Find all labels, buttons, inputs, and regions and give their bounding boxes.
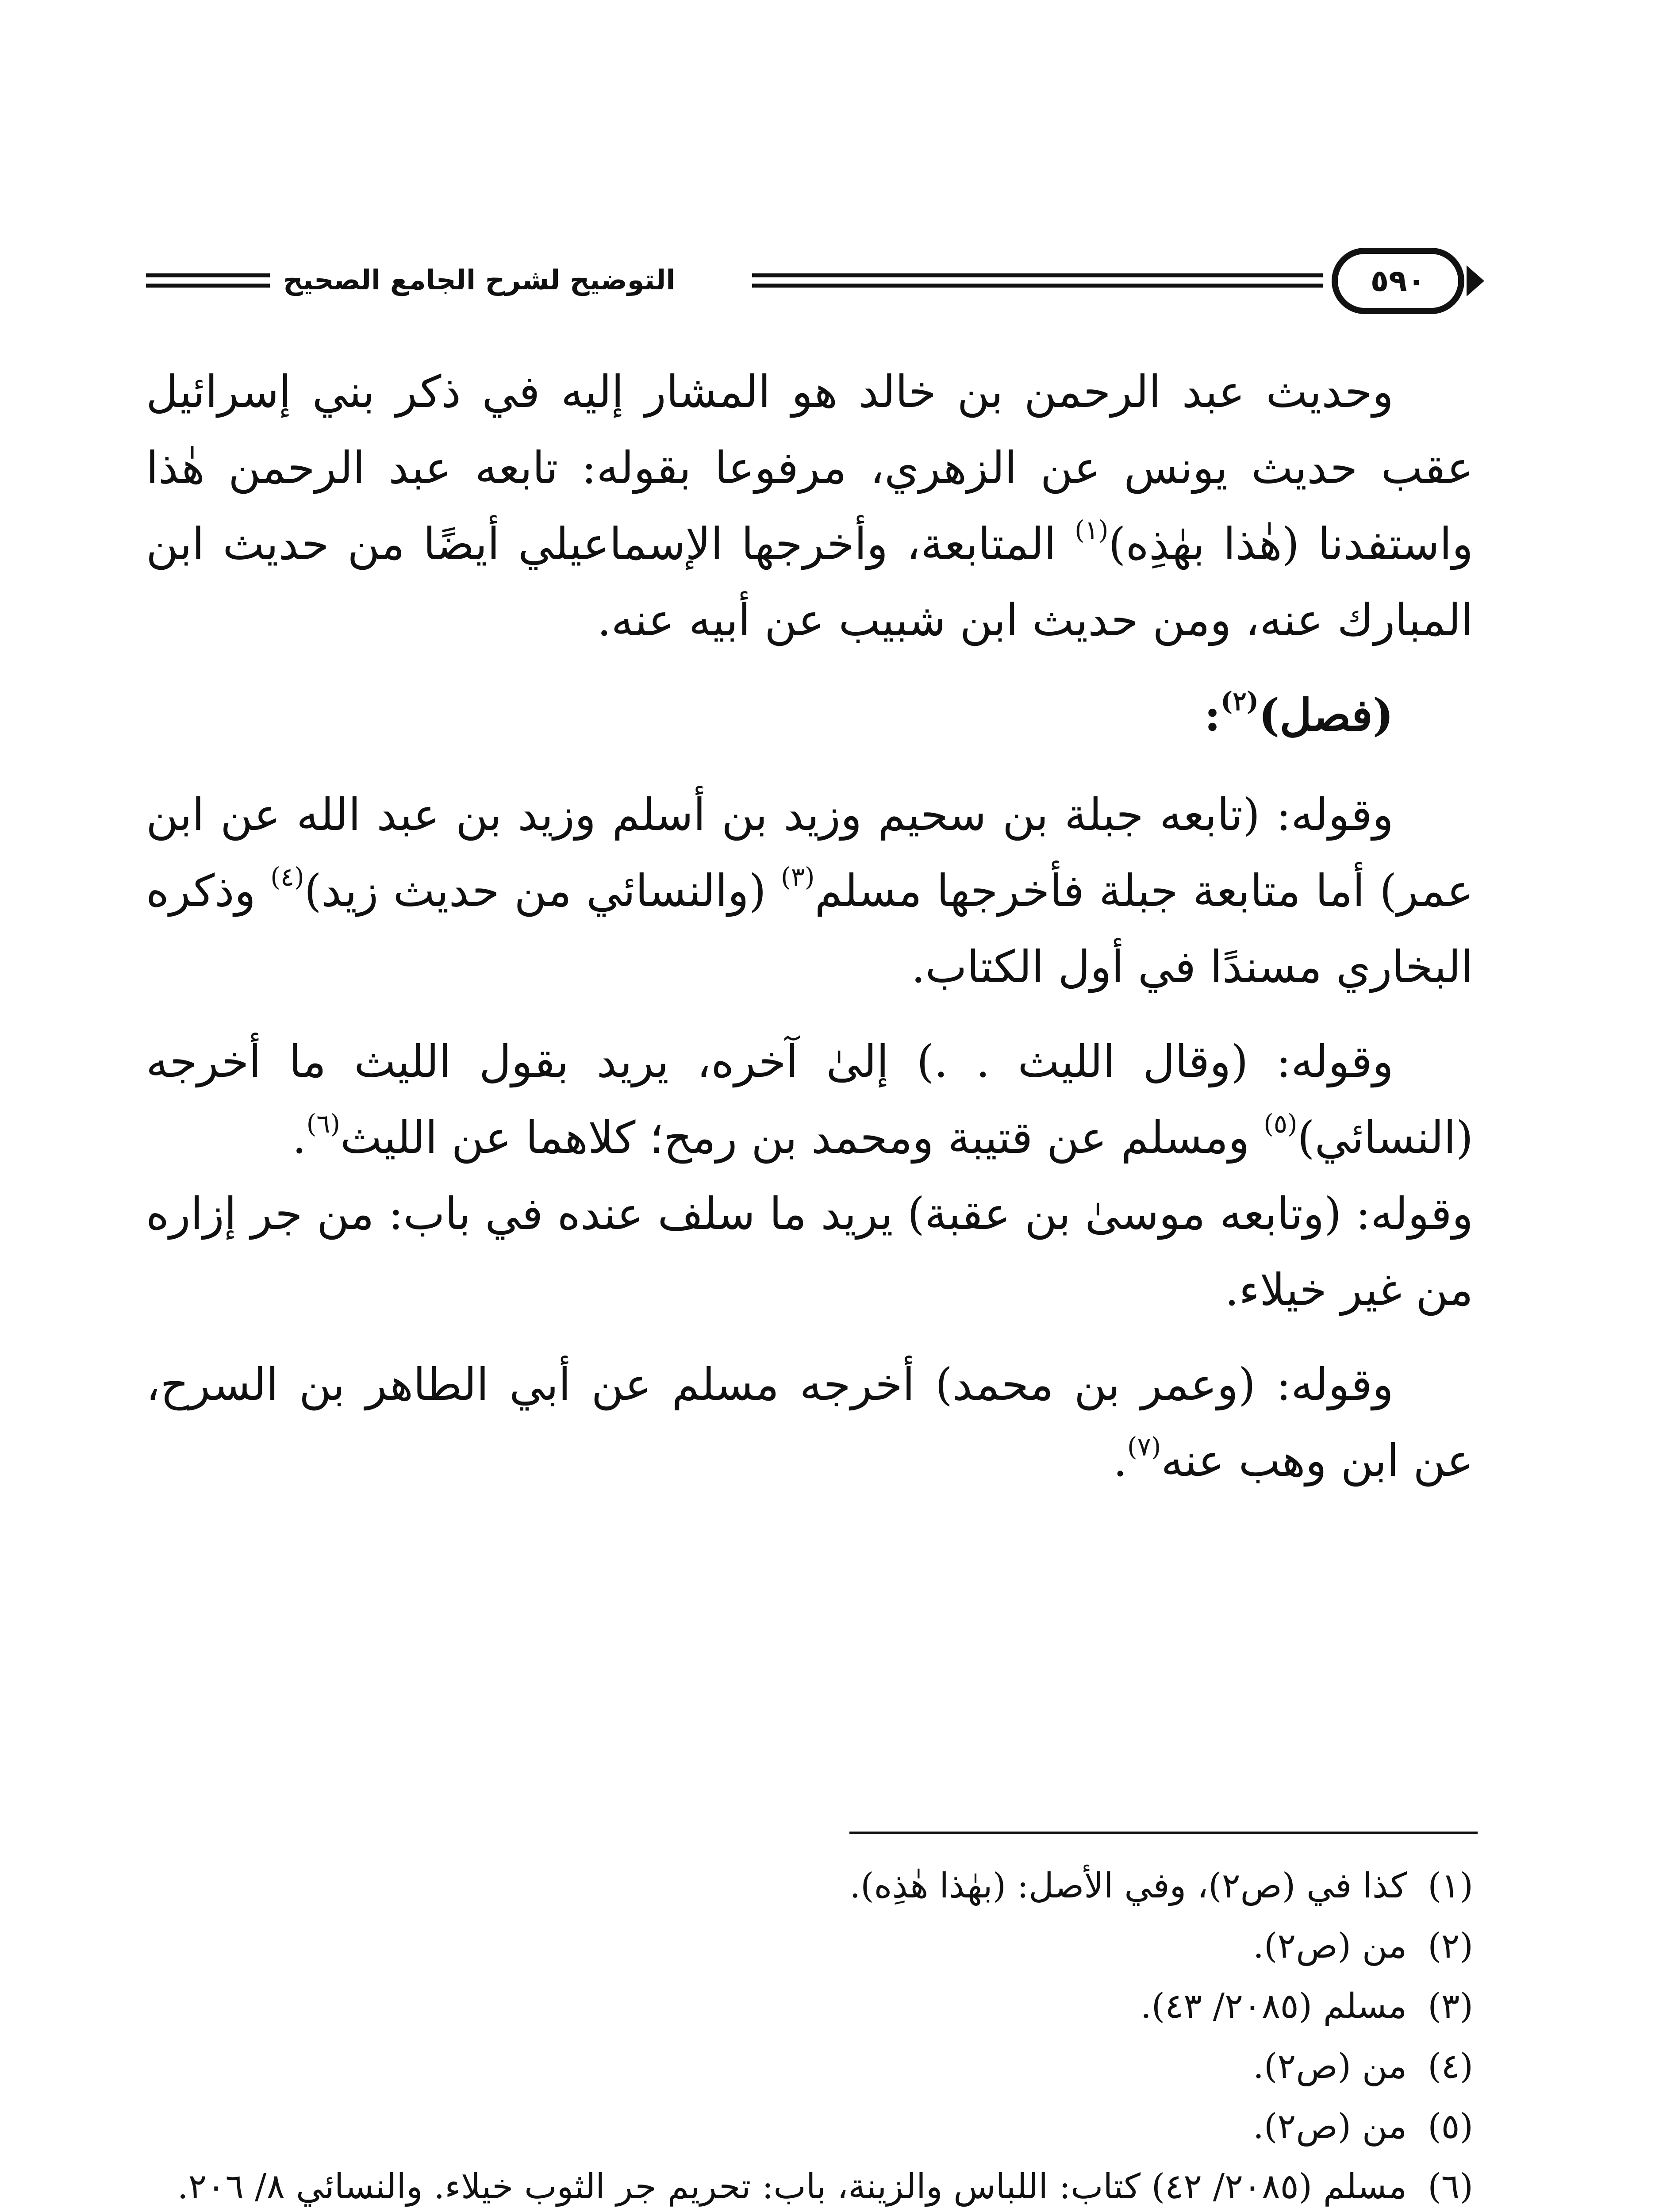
paragraph-3 xyxy=(146,1024,1473,1176)
footnote-number: (٢) xyxy=(1428,1926,1473,1966)
footnote-text: من (ص٢). xyxy=(1253,1926,1407,1966)
header-title: التوضيح لشرح الجامع الصحيح xyxy=(283,264,676,296)
footnote-item xyxy=(146,2036,1473,2097)
paragraph-text: المتابعة، وأخرجها الإسماعيلي أيضًا من حديث ابن المبارك عنه، ومن حديث ابن شبيب عن أبيه عنه. xyxy=(146,518,1473,646)
footnote-ref-4[interactable]: (٤) xyxy=(270,862,304,892)
paragraph-text: وقوله: (وتابعه موسىٰ بن عقبة) يريد ما سلف عنده في باب: من جر إزاره من غير خيلاء. xyxy=(146,1188,1473,1316)
footnote-text: من (ص٢). xyxy=(1253,2107,1407,2147)
heading-colon: : xyxy=(1204,689,1221,741)
footnote-item xyxy=(146,2097,1473,2157)
paragraph-text: (والنسائي من حديث زيد) xyxy=(304,865,781,917)
footnote-number: (٤) xyxy=(1428,2047,1473,2086)
page-number-badge xyxy=(1332,248,1464,314)
footnote-number: (٦) xyxy=(1428,2167,1473,2207)
footnote-ref-7[interactable]: (٧) xyxy=(1127,1432,1161,1462)
footnote-item xyxy=(146,1916,1473,1976)
paragraph-4 xyxy=(146,1347,1473,1499)
header-rule-left xyxy=(146,273,270,288)
main-text xyxy=(146,354,1473,1517)
paragraph-text: ومسلم عن قتيبة ومحمد بن رمح؛ كلاهما عن الليث xyxy=(340,1112,1264,1164)
running-header xyxy=(146,248,1478,314)
footnote-ref-5[interactable]: (٥) xyxy=(1263,1109,1298,1139)
paragraph-3-continued xyxy=(146,1176,1473,1328)
footnote-text: مسلم (٢٠٨٥/ ٤٣). xyxy=(1140,1986,1407,2026)
footnote-ref-1[interactable]: (١) xyxy=(1075,515,1109,545)
section-heading xyxy=(146,677,1473,753)
paragraph-text: . xyxy=(292,1112,307,1164)
footnote-text: من (ص٢). xyxy=(1253,2047,1407,2086)
footnote-ref-2[interactable]: (٢) xyxy=(1221,686,1259,716)
footnotes xyxy=(146,1856,1473,2212)
heading-text: (فصل) xyxy=(1259,689,1394,741)
footnote-item xyxy=(146,1856,1473,1916)
footnote-number: (١) xyxy=(1428,1866,1473,1906)
badge-arrow-icon xyxy=(1467,265,1484,296)
header-rule-middle xyxy=(752,273,1323,288)
footnote-text: مسلم (٢٠٨٥/ ٤٢) كتاب: اللباس والزينة، باب: تحريم جر الثوب خيلاء. والنسائي ٨/ ٢٠٦. xyxy=(177,2167,1407,2207)
paragraph-1 xyxy=(146,354,1473,658)
paragraph-2 xyxy=(146,777,1473,1005)
footnote-number: (٣) xyxy=(1428,1986,1473,2026)
paragraph-text: . xyxy=(1113,1435,1127,1486)
footnote-item xyxy=(146,1976,1473,2036)
page-number: ٥٩٠ xyxy=(1370,263,1426,299)
paragraph-text: وقوله: (تابعه جبلة بن سحيم وزيد بن أسلم وزيد بن عبد الله عن ابن عمر) أما متابعة جبلة فأخرجها مسلم xyxy=(146,789,1474,917)
paragraph-text: وذكره البخاري مسندًا في أول الكتاب. xyxy=(146,865,1473,993)
footnote-text: كذا في (ص٢)، وفي الأصل: (بهٰذا هٰذِه). xyxy=(849,1866,1407,1906)
footnote-ref-6[interactable]: (٦) xyxy=(306,1109,341,1139)
paragraph-text: وقوله: (وعمر بن محمد) أخرجه مسلم عن أبي الطاهر بن السرح، عن ابن وهب عنه xyxy=(146,1359,1473,1486)
footnote-separator xyxy=(849,1832,1478,1834)
paragraph-text: وقوله: (وقال الليث . .) إلىٰ آخره، يريد بقول الليث ما أخرجه (النسائي) xyxy=(146,1036,1473,1164)
paragraph-text: وحديث عبد الرحمن بن خالد هو المشار إليه في ذكر بني إسرائيل عقب حديث يونس عن الزهري، مرفوعا بقوله: تابعه عبد الرحمن هٰذا واستفدنا (هٰذا بهٰذِه) xyxy=(146,366,1473,570)
footnote-number: (٥) xyxy=(1428,2107,1473,2147)
footnote-item xyxy=(146,2157,1473,2212)
footnote-ref-3[interactable]: (٣) xyxy=(781,862,815,892)
